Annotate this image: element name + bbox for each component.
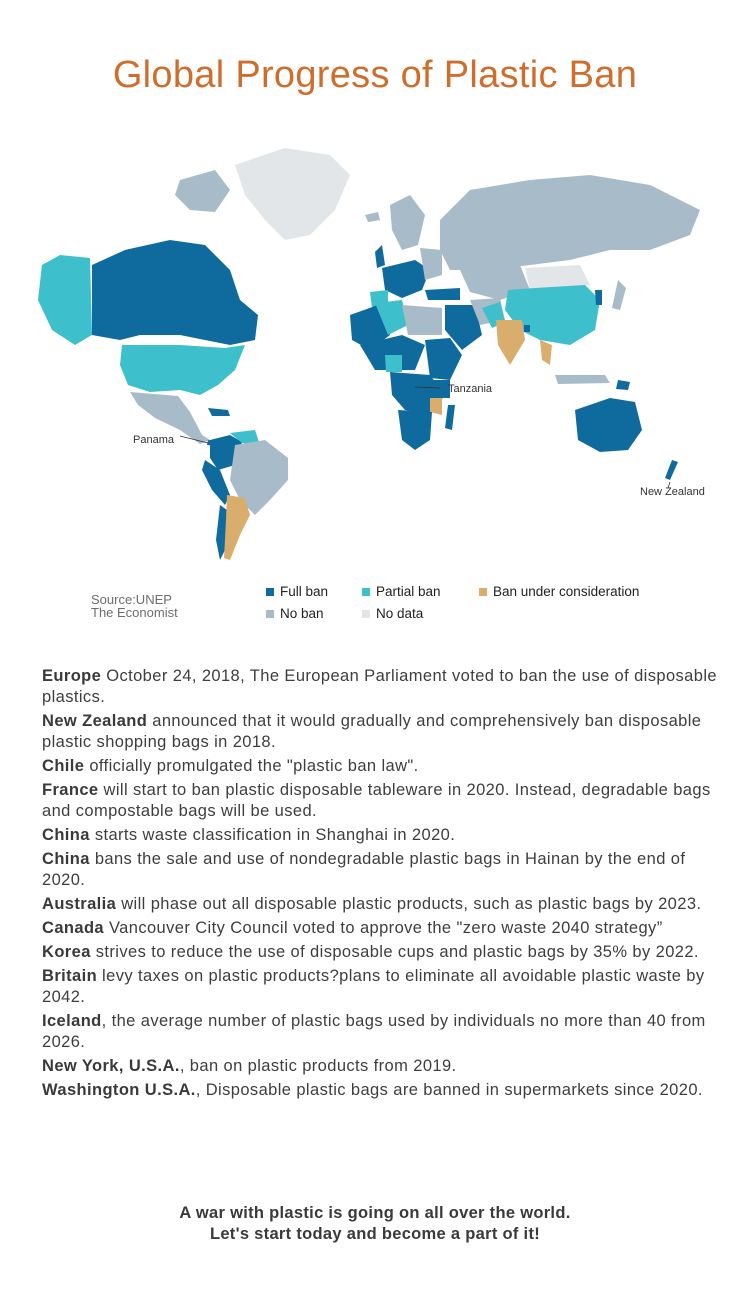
note-item [42,1011,722,1053]
legend-no-data [362,606,423,621]
note-item [42,918,722,939]
legend-label: Full ban [280,584,329,599]
slogan-line-1: A war with plastic is going on all over the world. [179,1204,571,1222]
region-australia [575,398,642,452]
region-japan [612,280,626,310]
region-usa [120,345,245,395]
note-text: officially promulgated the "plastic ban law". [84,757,419,775]
region-tanzania [430,380,450,398]
source-line-1: Source:UNEP [91,592,172,607]
region-nigeria [385,355,402,372]
region-india [496,320,525,365]
note-item [42,780,722,822]
region-libya-egypt [402,305,442,335]
note-country: Korea [42,943,91,961]
note-country: Australia [42,895,117,913]
note-text: will start to ban plastic disposable tableware in 2020. Instead, degradable bags and compostable bags will be used. [42,781,711,820]
ban-under-consideration-swatch [479,588,487,596]
note-item [42,711,722,753]
legend-label: Partial ban [376,584,441,599]
legend-partial-ban [362,584,441,599]
region-uk [375,245,385,268]
region-southern-africa [398,410,432,450]
note-country: France [42,781,99,799]
note-item [42,1056,722,1077]
note-item [42,825,722,846]
region-png [616,380,630,390]
note-text: announced that it would gradually and comprehensively ban disposable plastic shopping bags in 2018. [42,712,702,751]
partial-ban-swatch [362,588,370,596]
world-map [30,140,720,580]
label-new-zealand: New Zealand [640,486,705,498]
region-caribbean [208,408,230,416]
note-country: Iceland [42,1012,102,1030]
note-country: China [42,850,90,868]
policy-notes [42,666,722,1104]
legend-full-ban [266,584,328,599]
region-indonesia [555,375,610,384]
region-new-zealand [665,460,678,480]
source-note [91,593,178,619]
map-legend [266,584,726,628]
note-text: , the average number of plastic bags used by individuals no more than 40 from 2026. [42,1012,706,1051]
note-country: Canada [42,919,105,937]
page-title: Global Progress of Plastic Ban [112,54,638,96]
legend-label: No ban [280,606,324,621]
note-country: Britain [42,967,98,985]
note-text: levy taxes on plastic products?plans to eliminate all avoidable plastic waste by 2042. [42,967,705,1006]
note-item [42,1080,722,1101]
note-item [42,966,722,1008]
note-country: China [42,826,90,844]
note-text: will phase out all disposable plastic products, such as plastic bags by 2023. [116,895,702,913]
label-tanzania: Tanzania [448,383,493,395]
full-ban-swatch [266,588,274,596]
region-madagascar [445,405,455,430]
region-bangladesh [524,325,530,332]
note-country: Europe [42,667,102,685]
note-text: starts waste classification in Shanghai in 2020. [89,826,456,844]
region-argentina [224,495,250,560]
note-text: , Disposable plastic bags are banned in supermarkets since 2020. [195,1081,703,1099]
note-country: New Zealand [42,712,148,730]
region-canada [92,240,258,345]
note-item [42,666,722,708]
closing-slogan [0,1203,750,1245]
note-item [42,756,722,777]
note-text: strives to reduce the use of disposable cups and plastic bags by 35% by 2022. [90,943,699,961]
no-ban-swatch [266,610,274,618]
legend-label: Ban under consideration [493,584,640,599]
region-iceland [365,212,380,222]
note-country: Chile [42,757,85,775]
legend-ban-under-consideration [479,584,639,599]
source-line-2: The Economist [91,605,178,620]
legend-no-ban [266,606,324,621]
region-greenland [235,148,350,240]
region-korea [595,290,602,305]
note-item [42,942,722,963]
label-panama: Panama [133,434,174,446]
slogan-line-2: Let's start today and become a part of it! [209,1225,541,1243]
note-item [42,894,722,915]
region-east-africa [425,338,462,380]
region-se-asia [540,340,552,365]
note-text: October 24, 2018, The European Parliament voted to ban the use of disposable plastics. [42,667,717,706]
legend-label: No data [376,606,424,621]
no-data-swatch [362,610,370,618]
region-russia [440,175,700,270]
region-alaska [38,255,92,345]
note-item [42,849,722,891]
region-turkey [425,288,460,300]
note-text: Vancouver City Council voted to approve the "zero waste 2040 strategy” [104,919,663,937]
note-text: bans the sale and use of nondegradable plastic bags in Hainan by the end of 2020. [42,850,686,889]
note-country: Washington U.S.A. [42,1081,196,1099]
region-canada-islands [175,170,230,212]
region-scandinavia [390,195,425,250]
note-text: , ban on plastic products from 2019. [179,1057,457,1075]
note-country: New York, U.S.A. [42,1057,180,1075]
